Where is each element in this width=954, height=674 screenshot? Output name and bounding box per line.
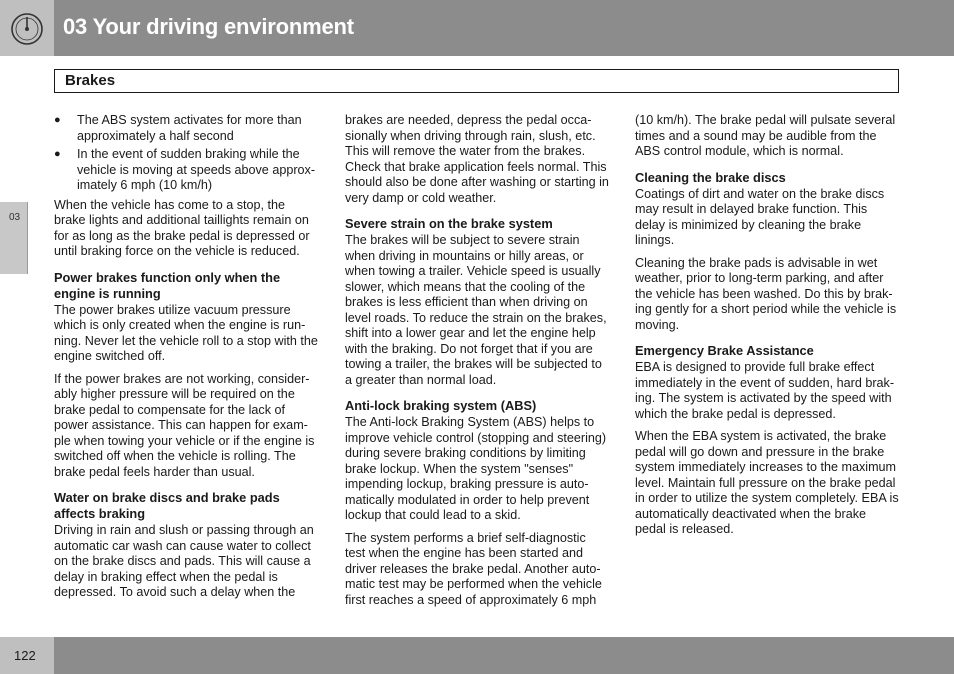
- subheading: Water on brake discs and brake pads affects braking: [54, 490, 280, 521]
- paragraph: Cleaning the brake pads is advisable in wet weather, prior to long-term parking, and after the vehicle has been washed. Do this by brak-ing gently for a short period while the vehicle is moving.: [635, 255, 897, 332]
- paragraph: When the EBA system is activated, the brake pedal will go down and pressure in the brake system immediately increases to the maximum level. Maintain full pressure on the brake pedal in order to utilize the system completely. EBA is automatically deactivated when the brake pedal is released.: [635, 429, 899, 536]
- chapter-title: 03 Your driving environment: [63, 14, 354, 39]
- section-title: Brakes: [65, 72, 116, 89]
- text-column-2: [345, 113, 609, 615]
- chapter-tab-label: 03: [9, 212, 21, 223]
- subheading: Anti-lock braking system (ABS): [345, 398, 537, 413]
- paragraph: The system performs a brief self-diagnostic test when the engine has been started and driver releases the brake pedal. Another auto-matic test may be performed when the vehicle first reaches a speed of approximately 6 mph: [345, 530, 602, 607]
- paragraph: The Anti-lock Braking System (ABS) helps to improve vehicle control (stopping and steering) during severe braking conditions by limiting brake lockup. When the system "senses" impending lockup, braking pressure is auto-matically modulated in order to help prevent lockup that could lead to a skid.: [345, 415, 607, 522]
- paragraph: EBA is designed to provide full brake effect immediately in the event of sudden, hard brak-ing. The system is activated by the speed with which the brake pedal is depressed.: [635, 360, 895, 421]
- list-item: ● The ABS system activates for more than approximately a half second: [54, 113, 302, 143]
- subheading: Severe strain on the brake system: [345, 216, 553, 231]
- page-number: 122: [14, 648, 36, 663]
- paragraph: Coatings of dirt and water on the brake discs may result in delayed brake function. This delay is minimized by cleaning the brake linings.: [635, 186, 885, 247]
- bullet-icon: ●: [54, 114, 61, 126]
- page-footer: [0, 637, 954, 674]
- paragraph: Driving in rain and slush or passing through an automatic car wash can cause water to collect on the brake discs and pads. This will cause a delay in braking effect when the pedal is depressed. To avoid such a delay when the: [54, 523, 314, 599]
- header-icon-box: [0, 0, 54, 56]
- paragraph: brakes are needed, depress the pedal occa-sionally when driving through rain, slush, etc. This will remove the water from the brakes. Check that brake application feels normal. This should also be done after washing or starting in very damp or cold weather.: [345, 113, 609, 205]
- paragraph: (10 km/h). The brake pedal will pulsate several times and a sound may be audible from the ABS control module, which is normal.: [635, 113, 896, 158]
- paragraph: When the vehicle has come to a stop, the brake lights and additional taillights remain on for as long as the brake pedal is depressed or until braking force on the vehicle is reduced.: [54, 197, 310, 258]
- bullet-list: [54, 113, 319, 194]
- paragraph: The brakes will be subject to severe strain when driving in mountains or hilly areas, or when towing a trailer. Vehicle speed is usually slower, which means that the cooling of the brakes is less efficient than when driving on level roads. To reduce the strain on the brakes, shift into a lower gear and let the engine help with the braking. Do not forget that if you are towing a trailer, the brakes will be subjected to a greater than normal load.: [345, 233, 607, 387]
- text-column-3: [635, 113, 900, 545]
- text-column-1: [54, 113, 319, 608]
- bullet-icon: ●: [54, 148, 61, 160]
- subheading: Emergency Brake Assistance: [635, 343, 814, 358]
- paragraph: The power brakes utilize vacuum pressure which is only created when the engine is run-ning. Never let the vehicle roll to a stop with the engine switched off.: [54, 302, 318, 363]
- section-heading-box: [54, 69, 899, 93]
- gauge-icon: [9, 11, 45, 47]
- chapter-header: [0, 0, 954, 56]
- list-item: ● In the event of sudden braking while the vehicle is moving at speeds above approx-imately 6 mph (10 km/h): [54, 147, 316, 192]
- paragraph: If the power brakes are not working, consider-ably higher pressure will be required on the brake pedal to compensate for the lack of power assistance. This can happen for exam-ple when towing your vehicle or if the engine is switched off when the vehicle is rolling. The brake pedal feels harder than usual.: [54, 371, 315, 479]
- page-number-box: [0, 637, 54, 674]
- subheading: Cleaning the brake discs: [635, 169, 786, 185]
- subheading: Power brakes function only when the engine is running: [54, 269, 281, 301]
- chapter-tab: [0, 202, 28, 274]
